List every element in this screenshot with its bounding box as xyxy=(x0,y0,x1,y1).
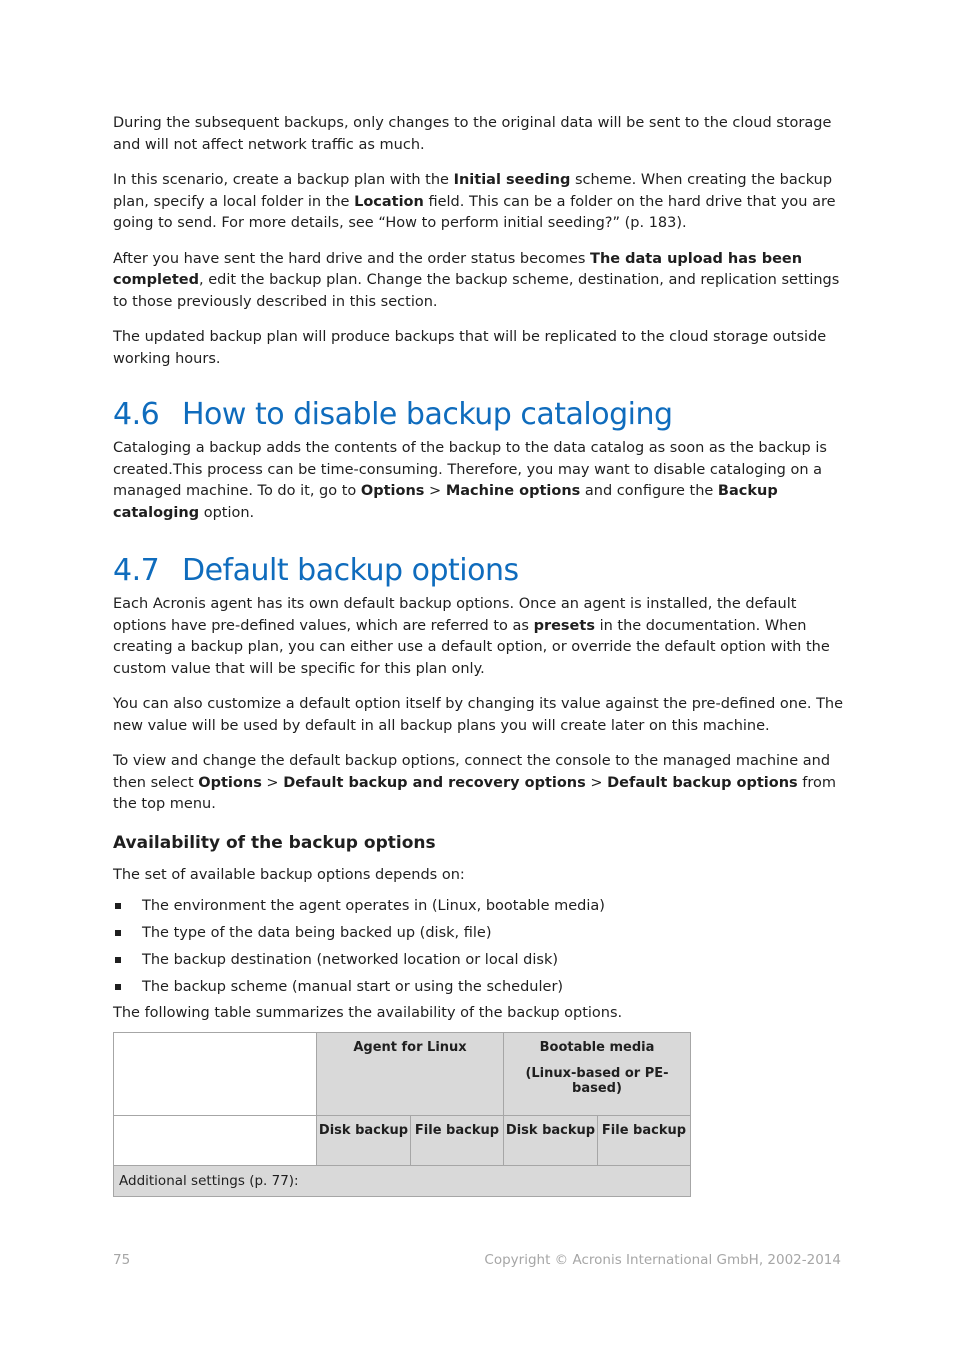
text: In this scenario, create a backup plan with the xyxy=(113,172,454,188)
header-label: File backup xyxy=(414,1122,500,1138)
header-label: Agent for Linux xyxy=(353,1039,467,1055)
table-cell-empty xyxy=(114,1032,317,1115)
term-default-backup-options: Default backup options xyxy=(607,774,798,791)
term-options: Options xyxy=(360,483,425,499)
term-backup-cataloging: Backup cataloging xyxy=(113,483,778,521)
table-row xyxy=(114,1032,691,1115)
list-item-text: The backup scheme (manual start or using the scheduler) xyxy=(142,979,564,995)
list-item-text: The environment the agent operates in (Linux, bootable media) xyxy=(142,898,605,914)
table-row-additional-settings: Additional settings (p. 77): xyxy=(114,1165,691,1196)
paragraph-cataloging xyxy=(113,438,848,524)
paragraph-view-change-defaults xyxy=(113,751,848,816)
section-title: How to disable backup cataloging xyxy=(182,397,673,432)
term-default-backup-recovery-options: Default backup and recovery options xyxy=(283,774,586,791)
list-item xyxy=(113,896,848,918)
text: > xyxy=(424,483,446,499)
paragraph-updated-plan: The updated backup plan will produce backups that will be replicated to the cloud storage outside working hours. xyxy=(113,329,827,367)
availability-table xyxy=(113,1032,691,1197)
term-location: Location xyxy=(354,193,424,210)
page-number: 75 xyxy=(113,1252,131,1268)
page-content xyxy=(113,113,848,1197)
section-heading-4-6 xyxy=(113,397,848,433)
header-label: Disk backup xyxy=(505,1122,596,1138)
table-cell-empty xyxy=(114,1115,317,1165)
text: from the top menu. xyxy=(113,774,837,812)
list-item-text: The backup destination (networked location or local disk) xyxy=(142,952,559,968)
bullet-list xyxy=(113,896,848,999)
section-number: 4.7 xyxy=(113,553,160,588)
list-item xyxy=(113,950,848,972)
table-row xyxy=(114,1115,691,1165)
text: option. xyxy=(199,504,255,521)
copyright-notice: Copyright © Acronis International GmbH, 2002-2014 xyxy=(484,1252,841,1268)
term-options: Options xyxy=(198,774,262,791)
text: scheme. When creating the backup plan, specify a local folder in the xyxy=(113,172,833,210)
bullet-square-icon xyxy=(115,903,121,909)
table-header-disk-backup xyxy=(317,1115,411,1165)
term-presets: presets xyxy=(533,617,595,634)
paragraph-depends-on: The set of available backup options depends on: xyxy=(113,866,465,883)
table-row xyxy=(114,1165,691,1196)
term-machine-options: Machine options xyxy=(445,483,581,499)
header-label-line1: Bootable media xyxy=(539,1039,655,1055)
table-header-agent-linux xyxy=(317,1032,504,1115)
text: > xyxy=(261,774,284,791)
text: field. This can be a folder on the hard drive that you are going to send. For more details, see “How to perform initial seeding?” (p. 183). xyxy=(113,193,836,231)
paragraph-subsequent-backups: During the subsequent backups, only changes to the original data will be sent to the cloud storage and will not affect network traffic as much. xyxy=(113,115,832,153)
section-number: 4.6 xyxy=(113,397,160,432)
paragraph-initial-seeding xyxy=(113,170,848,235)
list-item-text: The type of the data being backed up (disk, file) xyxy=(142,925,492,941)
term-initial-seeding: Initial seeding xyxy=(453,172,571,188)
text: in the documentation. When creating a backup plan, you can either use a default option, or override the default option with the custom value that will be specific for this plan only. xyxy=(113,617,830,677)
text: , edit the backup plan. Change the backup scheme, destination, and replication settings to those previously described in this section. xyxy=(113,272,840,310)
section-title: Default backup options xyxy=(182,553,519,588)
bullet-square-icon xyxy=(115,984,121,990)
text: > xyxy=(585,774,608,791)
table-header-bootable-media xyxy=(504,1032,691,1115)
list-item xyxy=(113,977,848,999)
text: Each Acronis agent has its own default backup options. Once an agent is installed, the default options have pre-defined values, which are referred to as xyxy=(113,596,797,634)
table-header-file-backup xyxy=(411,1115,504,1165)
bullet-square-icon xyxy=(115,930,121,936)
header-label: Disk backup xyxy=(318,1122,409,1138)
subheading-availability: Availability of the backup options xyxy=(113,832,436,853)
table-header-file-backup xyxy=(598,1115,691,1165)
text: Cataloging a backup adds the contents of the backup to the data catalog as soon as the backup is created.This process can be time-consuming. Therefore, you may want to disable cataloging on a managed machine. To do it, go to xyxy=(113,440,827,499)
bullet-square-icon xyxy=(115,957,121,963)
term-upload-completed: The data upload has been completed xyxy=(113,250,803,288)
paragraph-agent-defaults xyxy=(113,594,848,680)
text: To view and change the default backup options, connect the console to the managed machine and then select xyxy=(113,753,831,791)
list-item xyxy=(113,923,848,945)
header-label: File backup xyxy=(601,1122,687,1138)
paragraph-customize-default: You can also customize a default option itself by changing its value against the pre-defined one. The new value will be used by default in all backup plans you will create later on this machine. xyxy=(113,696,844,734)
table-header-disk-backup xyxy=(504,1115,598,1165)
text: After you have sent the hard drive and the order status becomes xyxy=(113,250,591,267)
paragraph-after-sent xyxy=(113,249,848,314)
section-heading-4-7 xyxy=(113,553,848,589)
header-label-line2: (Linux-based or PE-based) xyxy=(525,1065,669,1096)
text: and configure the xyxy=(580,483,718,499)
paragraph-table-intro: The following table summarizes the availability of the backup options. xyxy=(113,1005,623,1021)
